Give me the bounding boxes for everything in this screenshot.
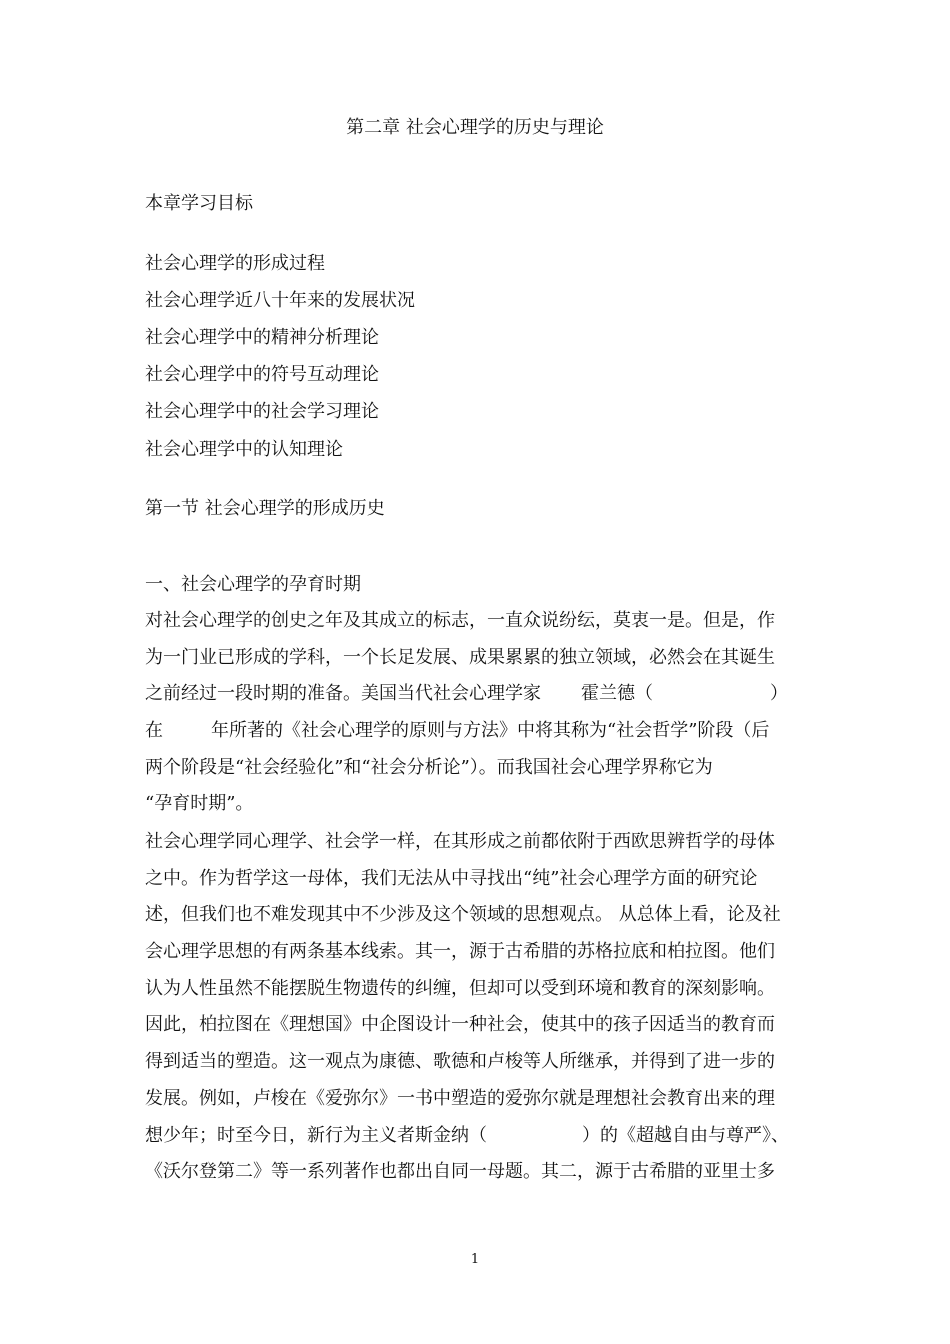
paragraph-line: 之中。作为哲学这一母体，我们无法从中寻找出“纯”社会心理学方面的研究论 xyxy=(145,867,758,889)
section-heading: 第一节 社会心理学的形成历史 xyxy=(145,498,385,519)
paragraph-line: 述，但我们也不难发现其中不少涉及这个领域的思想观点。 从总体上看，论及社 xyxy=(145,904,781,926)
paragraph-line: 因此，柏拉图在《理想国》中企图设计一种社会，使其中的孩子因适当的教育而 xyxy=(145,1014,775,1036)
subsection-heading: 一、社会心理学的孕育时期 xyxy=(145,574,361,595)
text-run: 想少年；时至今日，新行为主义者斯金纳（ xyxy=(145,1124,487,1146)
objectives-heading: 本章学习目标 xyxy=(145,193,253,214)
paragraph-line: 对社会心理学的创史之年及其成立的标志，一直众说纷纭，莫衷一是。但是，作 xyxy=(145,610,775,631)
objective-item: 社会心理学中的符号互动理论 xyxy=(145,364,379,385)
paragraph-line: 社会心理学同心理学、社会学一样，在其形成之前都依附于西欧思辨哲学的母体 xyxy=(145,831,775,852)
paragraph-line: 为一门业已形成的学科，一个长足发展、成果累累的独立领域，必然会在其诞生 xyxy=(145,646,775,668)
paragraph-line: 发展。例如，卢梭在《爱弥尔》一书中塑造的爱弥尔就是理想社会教育出来的理 xyxy=(145,1087,775,1109)
paragraph-line: 两个阶段是“社会经验化”和“社会分析论”）。而我国社会心理学界称它为 xyxy=(145,756,713,778)
chapter-title: 第二章 社会心理学的历史与理论 xyxy=(346,117,604,138)
text-run: 霍兰德（ xyxy=(581,683,653,705)
paragraph-line: “孕育时期”。 xyxy=(145,793,254,815)
paragraph-line xyxy=(145,713,810,750)
text-run: 之前经过一段时期的准备。美国当代社会心理学家 xyxy=(145,683,541,705)
paragraph-line: 会心理学思想的有两条基本线索。其一，源于古希腊的苏格拉底和柏拉图。他们 xyxy=(145,941,775,963)
paragraph-line: 《沃尔登第二》等一系列著作也都出自同一母题。其二，源于古希腊的亚里士多 xyxy=(145,1161,775,1183)
objective-item: 社会心理学中的精神分析理论 xyxy=(145,327,379,348)
objective-item: 社会心理学中的认知理论 xyxy=(145,439,343,460)
objective-item: 社会心理学近八十年来的发展状况 xyxy=(145,290,415,311)
text-run: ）的《超越自由与尊严》、 xyxy=(582,1124,789,1146)
objective-item: 社会心理学的形成过程 xyxy=(145,253,325,274)
text-run: 年所著的《社会心理学的原则与方法》中将其称为“社会哲学”阶段（后 xyxy=(211,720,770,742)
paragraph-2 xyxy=(145,824,810,1191)
paragraph-1 xyxy=(145,603,810,823)
page-number: 1 xyxy=(470,1252,480,1267)
text-run: 在 xyxy=(145,720,163,742)
paragraph-line: 认为人性虽然不能摆脱生物遗传的纠缠，但却可以受到环境和教育的深刻影响。 xyxy=(145,977,775,999)
objective-item: 社会心理学中的社会学习理论 xyxy=(145,401,379,422)
paragraph-line xyxy=(145,676,810,713)
text-run: ） xyxy=(770,683,788,705)
paragraph-line xyxy=(145,1118,810,1155)
paragraph-line: 得到适当的塑造。这一观点为康德、歌德和卢梭等人所继承，并得到了进一步的 xyxy=(145,1051,775,1073)
